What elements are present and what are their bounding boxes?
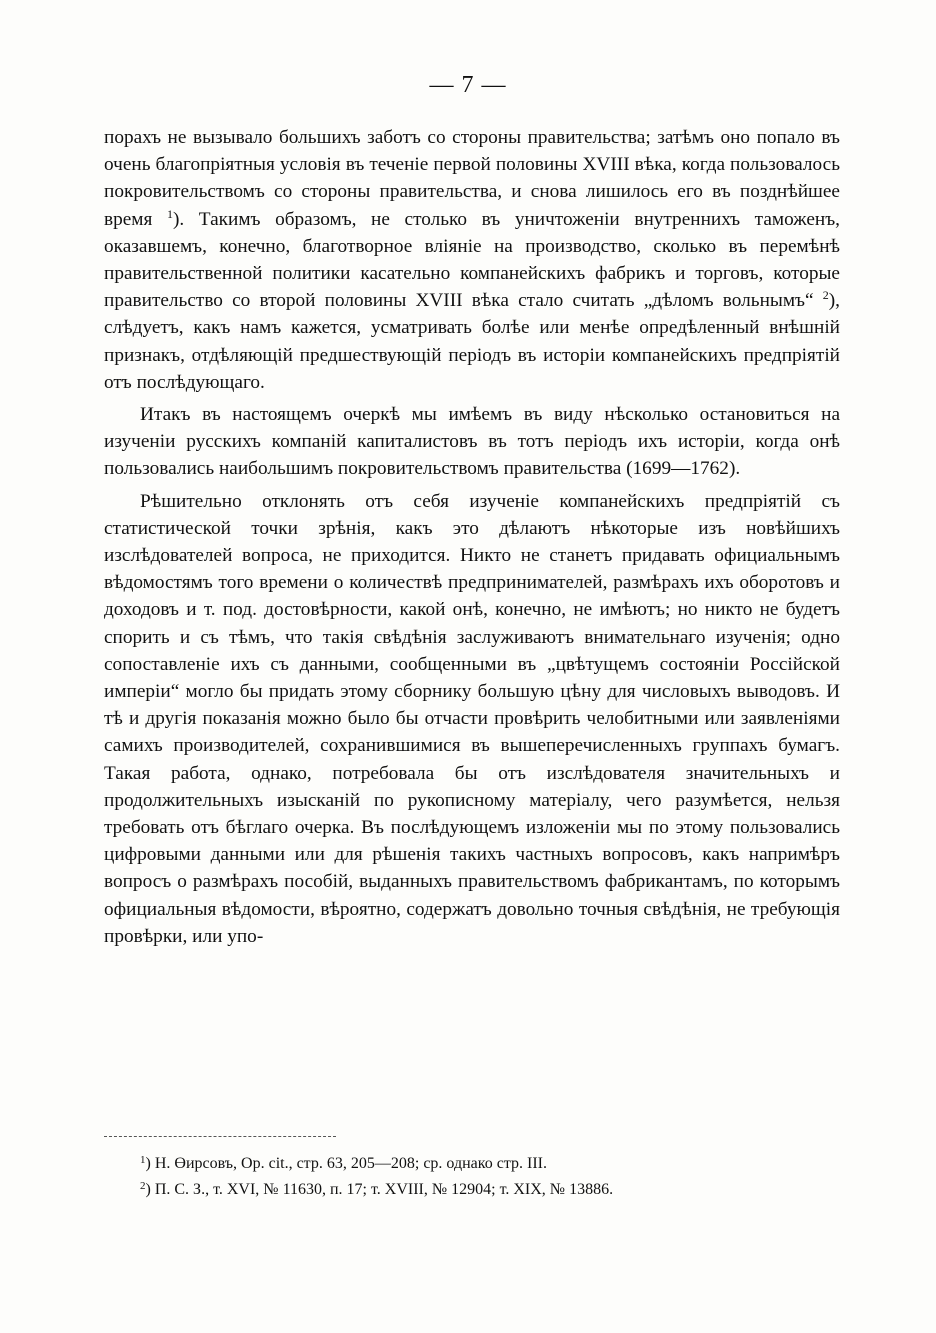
paragraph-1-text-b: ). Такимъ образомъ, не столько въ уничтоженіи внутреннихъ таможенъ, оказавшемъ, конечно, благотворное вліяніе на производство, сколько въ перемѣнѣ правительственной политики касательно компанейскихъ фабрикъ и торговъ, которые правительство со второй половины XVIII вѣка стало считать „дѣломъ вольнымъ“ bbox=[104, 208, 840, 312]
footnote-divider bbox=[104, 1136, 336, 1137]
footnote-2 bbox=[140, 1177, 840, 1203]
paragraph-1-text-c: ), слѣдуетъ, какъ намъ кажется, усматривать болѣе или менѣе опредѣленный внѣшній признакъ, отдѣляющій предшествующій періодъ въ исторіи компанейскихъ предпріятій отъ послѣдующаго. bbox=[104, 290, 840, 393]
footnote-ref-2[interactable]: 2 bbox=[822, 288, 829, 303]
footnote-2-mark: 2 bbox=[140, 1180, 146, 1192]
paragraph-3: Рѣшительно отклонять отъ себя изученіе компанейскихъ предпріятій съ статистической точки зрѣнія, какъ это дѣлаютъ нѣкоторые изъ новѣйшихъ изслѣдователей вопроса, не приходится. Никто не станетъ придавать официальнымъ вѣдомостямъ того времени о количествѣ предпринимателей, размѣрахъ ихъ оборотовъ и доходовъ и т. под. достовѣрности, какой онѣ, конечно, не имѣютъ; но никто не будетъ спорить и съ тѣмъ, что такія свѣдѣнія заслуживаютъ внимательнаго изученія; одно сопоставленіе ихъ съ данными, сообщенными въ „цвѣтущемъ состояніи Россійской имперіи“ могло бы придать этому сборнику большую цѣну для числовыхъ выводовъ. И тѣ и другія показанія можно было бы отчасти провѣрить челобитными или заявленіями самихъ производителей, сохранившимися въ вышеперечисленныхъ группахъ бумагъ. Такая работа, однако, потребовала бы отъ изслѣдователя значительныхъ и продолжительныхъ изысканій по рукописному матеріалу, чего разумѣется, нельзя требовать отъ бѣглаго очерка. Въ послѣдующемъ изложеніи мы по этому пользовались цифровыми данными или для рѣшенія такихъ частныхъ вопросовъ, какъ напримѣръ вопросъ о размѣрахъ пособій, выданныхъ правительствомъ фабрикантамъ, по которымъ официальныя вѣдомости, вѣроятно, содержатъ довольно точныя свѣдѣнія, не требующія провѣрки, или упо- bbox=[104, 490, 840, 947]
page-number: — 7 — bbox=[429, 72, 507, 98]
footnote-2-text: ) П. С. З., т. XVI, № 11630, п. 17; т. XVIII, № 12904; т. XIX, № 13886. bbox=[145, 1181, 614, 1198]
paragraph-2: Итакъ въ настоящемъ очеркѣ мы имѣемъ въ виду нѣсколько остановиться на изученіи русскихъ компаній капиталистовъ въ тотъ періодъ ихъ исторіи, когда онѣ пользовались наибольшимъ покровительствомъ правительства (1699—1762). bbox=[104, 404, 840, 480]
paragraph-1 bbox=[104, 124, 840, 396]
footnotes bbox=[140, 1151, 840, 1203]
footnote-1-text: ) Н. Өирсовъ, Op. cit., стр. 63, 205—208; ср. однако стр. III. bbox=[145, 1155, 547, 1172]
footnote-1-mark: 1 bbox=[140, 1154, 146, 1166]
paragraph-1-text-a: порахъ не вызывало большихъ заботъ со стороны правительства; затѣмъ оно попало въ очень благопріятныя условія въ теченіе первой половины XVIII вѣка, когда пользовалось покровительствомъ со стороны правительства, и снова лишилось его въ позднѣйшее время bbox=[104, 127, 840, 230]
main-text bbox=[104, 124, 840, 950]
footnote-ref-1[interactable]: 1 bbox=[166, 206, 173, 221]
footnote-1 bbox=[140, 1151, 840, 1177]
